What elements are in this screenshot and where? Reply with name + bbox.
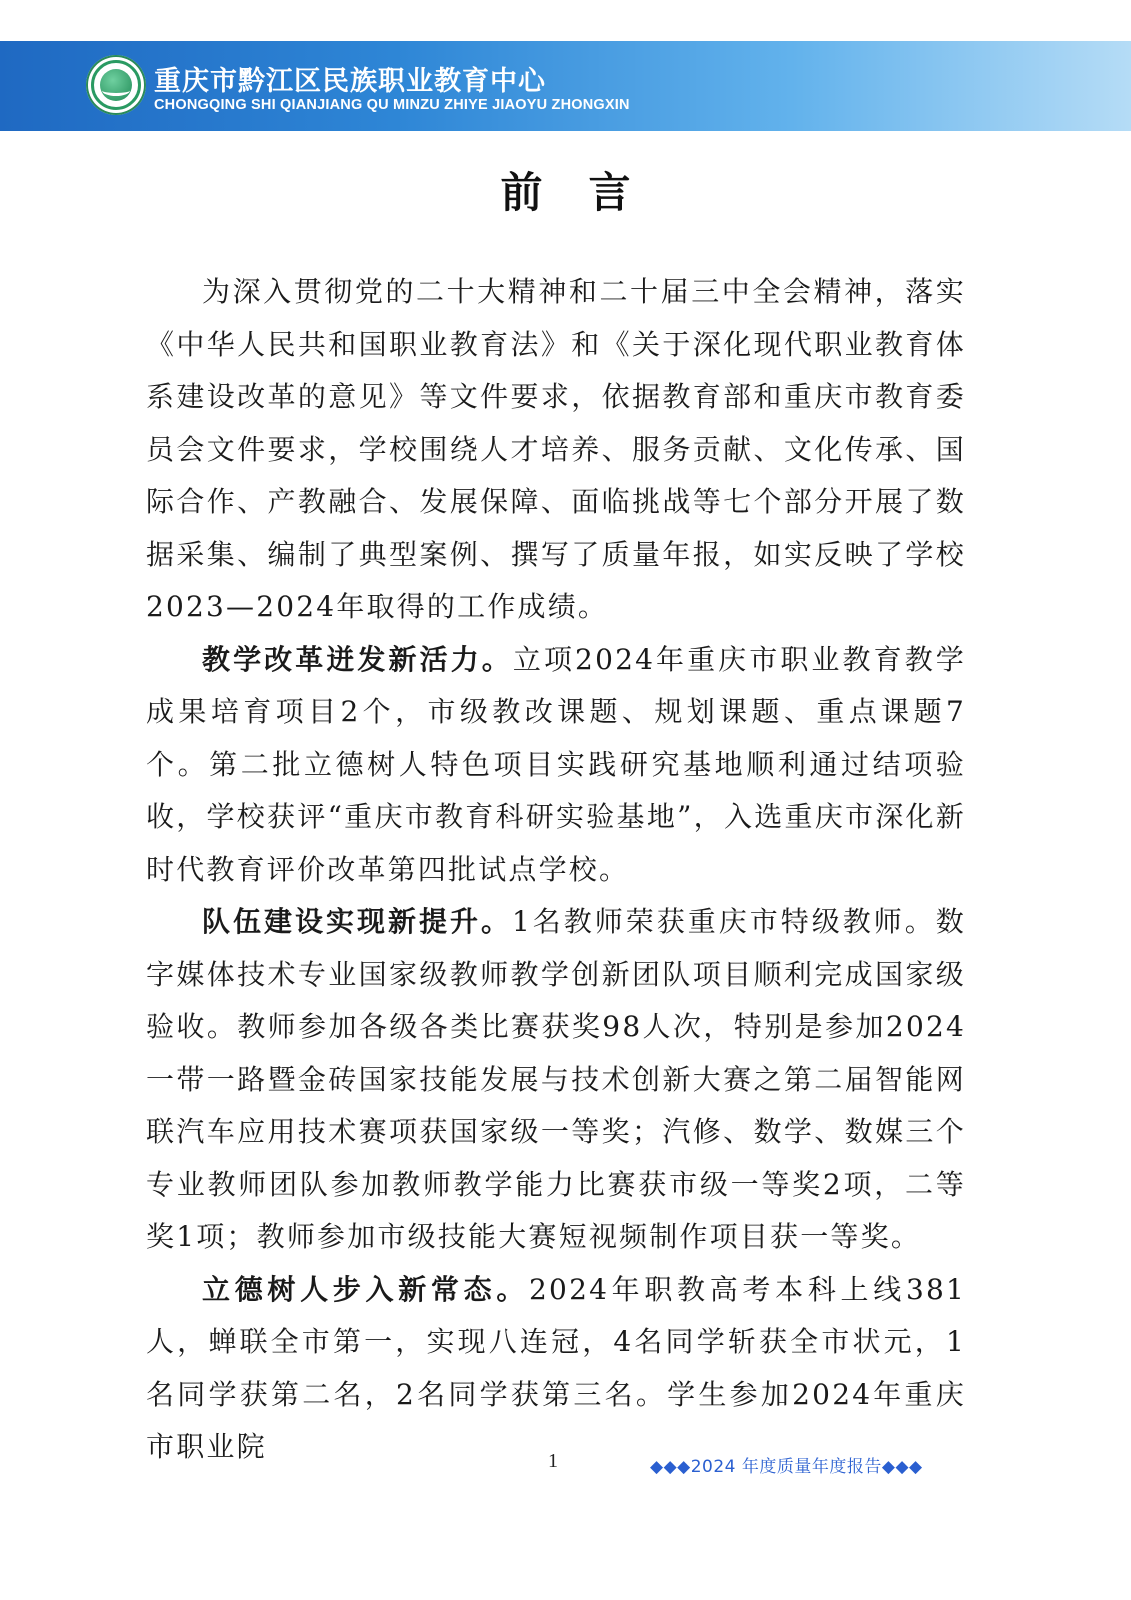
paragraph-teaching-reform-text: 立项2024年重庆市职业教育教学成果培育项目2个，市级教改课题、规划课题、重点课题7个。第二批立德树人特色项目实践研究基地顺利通过结项验收，学校获评“重庆市教育科研实验基地”，入选重庆市深化新时代教育评价改革第四批试点学校。	[146, 642, 966, 886]
page-title	[0, 160, 1131, 220]
page-title-char-2: 言	[588, 168, 631, 217]
paragraph-moral-education-text: 2024年职教高考本科上线381人，蝉联全市第一，实现八连冠，4名同学斩获全市状元，1名同学获第二名，2名同学获第三名。学生参加2024年重庆市职业院	[146, 1272, 966, 1463]
paragraph-moral-education-lead: 立德树人步入新常态。	[202, 1272, 530, 1306]
paragraph-team-building	[146, 896, 966, 1264]
school-name-chinese: 重庆市黔江区民族职业教育中心	[154, 66, 546, 97]
paragraph-intro	[146, 266, 966, 634]
report-footer-title: ◆◆◆2024 年度质量年度报告◆◆◆	[650, 1457, 923, 1477]
paragraph-team-building-lead: 队伍建设实现新提升。	[202, 905, 512, 938]
paragraph-moral-education	[146, 1264, 966, 1474]
page-number: 1	[548, 1450, 558, 1472]
page-title-char-1: 前	[500, 168, 543, 217]
page-header-banner	[0, 41, 1131, 131]
school-emblem-icon	[86, 55, 146, 115]
paragraph-teaching-reform	[146, 634, 966, 897]
paragraph-intro-text: 为深入贯彻党的二十大精神和二十届三中全会精神，落实《中华人民共和国职业教育法》和《关于深化现代职业教育体系建设改革的意见》等文件要求，依据教育部和重庆市教育委员会文件要求，学校围绕人才培养、服务贡献、文化传承、国际合作、产教融合、发展保障、面临挑战等七个部分开展了数据采集、编制了典型案例、撰写了质量年报，如实反映了学校2023—2024年取得的工作成绩。	[146, 275, 966, 623]
preface-body	[146, 266, 966, 1474]
paragraph-teaching-reform-lead: 教学改革迸发新活力。	[202, 642, 513, 676]
school-name-pinyin: CHONGQING SHI QIANJIANG QU MINZU ZHIYE JIAOYU ZHONGXIN	[154, 97, 630, 113]
paragraph-team-building-text: 1名教师荣获重庆市特级教师。数字媒体技术专业国家级教师教学创新团队项目顺利完成国家级验收。教师参加各级各类比赛获奖98人次，特别是参加2024一带一路暨金砖国家技能发展与技术创新大赛之第二届智能网联汽车应用技术赛项获国家级一等奖；汽修、数学、数媒三个专业教师团队参加教师教学能力比赛获市级一等奖2项，二等奖1项；教师参加市级技能大赛短视频制作项目获一等奖。	[146, 905, 966, 1253]
